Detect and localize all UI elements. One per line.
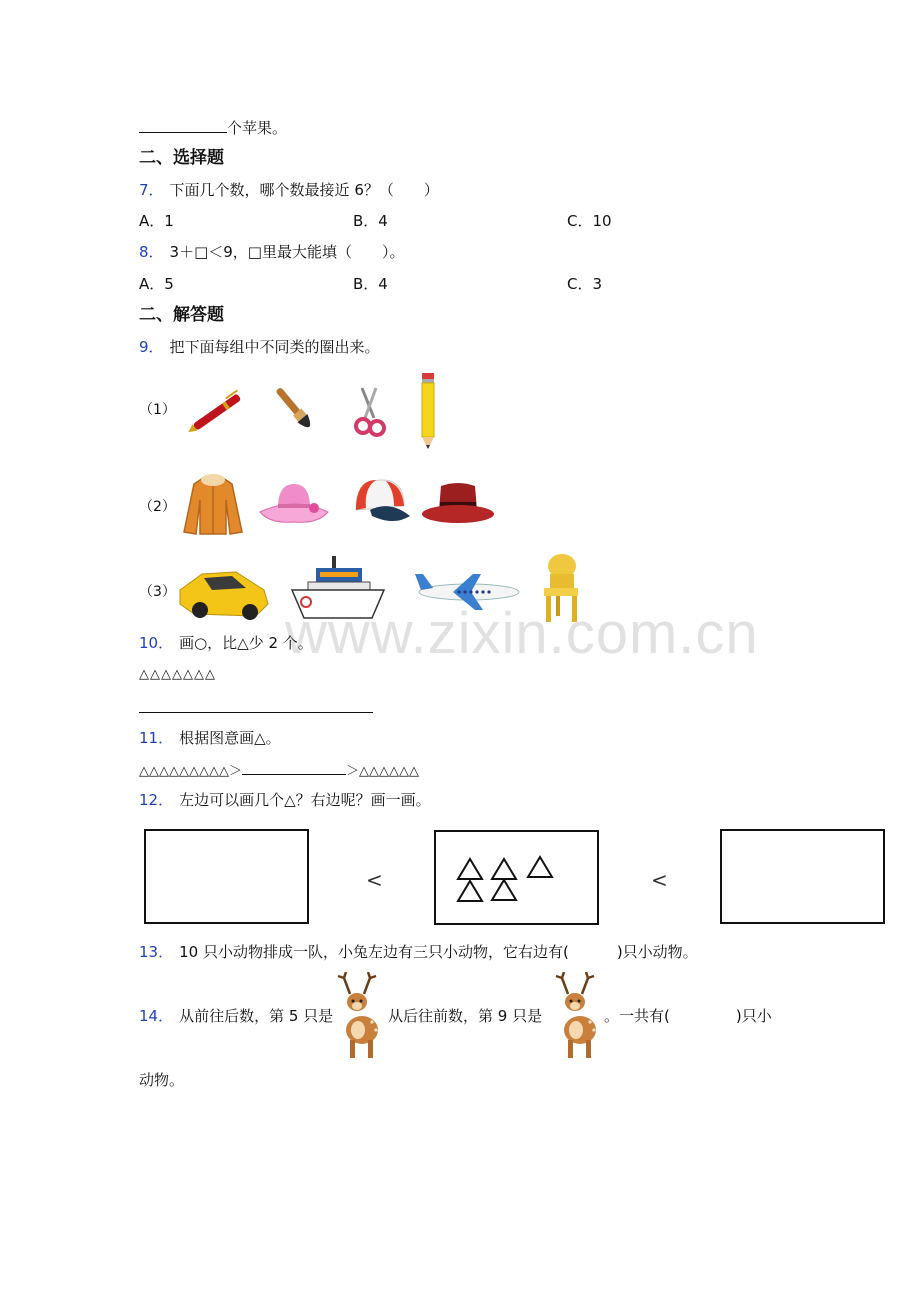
deer-icon — [334, 972, 390, 1060]
question-number: 13． — [139, 943, 174, 961]
section-choice-title: 二、选择题 — [139, 148, 224, 168]
brush-icon[interactable] — [268, 380, 326, 442]
q8-option-a[interactable]: A．5 — [139, 275, 174, 293]
left-draw-box[interactable] — [144, 829, 309, 924]
question-text: 3＋□＜9，□里最大能填（ ）。 — [169, 243, 405, 261]
question-14-line2: 动物。 — [139, 1071, 185, 1089]
deer-icon — [552, 972, 608, 1060]
question-14-middle: 从后往前数，第 9 只是 — [388, 1007, 543, 1025]
scissors-icon[interactable] — [352, 386, 388, 438]
triangle-shape — [492, 880, 516, 900]
question-14 — [139, 1006, 333, 1026]
triangle-shape — [458, 881, 482, 901]
pink-hat-icon[interactable] — [258, 478, 330, 528]
compare-right: ＞△△△△△△ — [345, 764, 419, 779]
q7-option-a[interactable]: A．1 — [139, 212, 174, 230]
question-number: 14． — [139, 1007, 174, 1025]
question-text: 画○，比△少 2 个。 — [179, 634, 313, 652]
pen-icon[interactable] — [182, 386, 252, 438]
middle-triangle-box — [434, 830, 599, 925]
question-text: 10 只小动物排成一队，小兔左边有三只小动物，它右边有( — [179, 943, 569, 961]
triangle-shape — [528, 857, 552, 877]
section-answer-title: 二、解答题 — [139, 305, 224, 325]
compare-row — [139, 759, 419, 782]
q7-option-c[interactable]: C．10 — [567, 212, 612, 230]
answer-blank[interactable] — [242, 759, 346, 775]
q8-option-b[interactable]: B．4 — [353, 275, 388, 293]
cap-icon[interactable] — [350, 476, 412, 530]
question-number: 11． — [139, 729, 174, 747]
question-11 — [139, 728, 281, 748]
right-draw-box[interactable] — [720, 829, 885, 924]
triangles-group — [436, 832, 597, 923]
question-text: 根据图意画△。 — [179, 729, 281, 747]
intro-line — [139, 117, 287, 138]
question-number: 8． — [139, 243, 164, 261]
triangle-shape — [458, 859, 482, 879]
compare-left: △△△△△△△△△＞ — [139, 764, 242, 779]
q7-option-b[interactable]: B．4 — [353, 212, 388, 230]
intro-suffix: 个苹果。 — [227, 119, 288, 137]
group-3-label: （3） — [139, 584, 176, 600]
jacket-icon[interactable] — [180, 470, 246, 536]
q8-option-c[interactable]: C．3 — [567, 275, 603, 293]
less-than-sign: < — [366, 868, 383, 892]
question-text: 下面几个数，哪个数最接近 6？（ ） — [169, 181, 439, 199]
answer-line[interactable] — [139, 712, 373, 713]
less-than-sign: < — [651, 868, 668, 892]
question-7 — [139, 180, 439, 200]
car-icon[interactable] — [176, 560, 272, 624]
red-hat-icon[interactable] — [421, 478, 495, 530]
question-number: 9． — [139, 338, 164, 356]
question-text: 从前往后数，第 5 只是 — [179, 1007, 334, 1025]
ship-icon[interactable] — [290, 554, 386, 622]
chair-icon[interactable] — [536, 552, 584, 626]
question-9 — [139, 337, 380, 357]
triangle-shape — [492, 859, 516, 879]
watermark: www.zixin.com.cn — [285, 601, 759, 666]
question-text: 。一共有( — [604, 1007, 670, 1025]
triangle-row: △△△△△△△ — [139, 667, 216, 682]
question-number: 7． — [139, 181, 164, 199]
group-2-label: （2） — [139, 499, 176, 515]
question-10 — [139, 633, 313, 653]
question-text: 把下面每组中不同类的圈出来。 — [169, 338, 380, 356]
question-12 — [139, 790, 431, 810]
question-14-end — [604, 1006, 772, 1026]
airplane-icon[interactable] — [413, 570, 521, 614]
answer-blank[interactable] — [139, 117, 227, 133]
pencil-icon[interactable] — [418, 371, 438, 451]
question-text: )只小 — [735, 1007, 772, 1025]
question-number: 12． — [139, 791, 174, 809]
question-text: 左边可以画几个△？右边呢？画一画。 — [179, 791, 431, 809]
group-1-label: （1） — [139, 402, 176, 418]
question-number: 10． — [139, 634, 174, 652]
question-13 — [139, 942, 698, 962]
question-8 — [139, 242, 404, 262]
question-text-end: )只小动物。 — [616, 943, 698, 961]
